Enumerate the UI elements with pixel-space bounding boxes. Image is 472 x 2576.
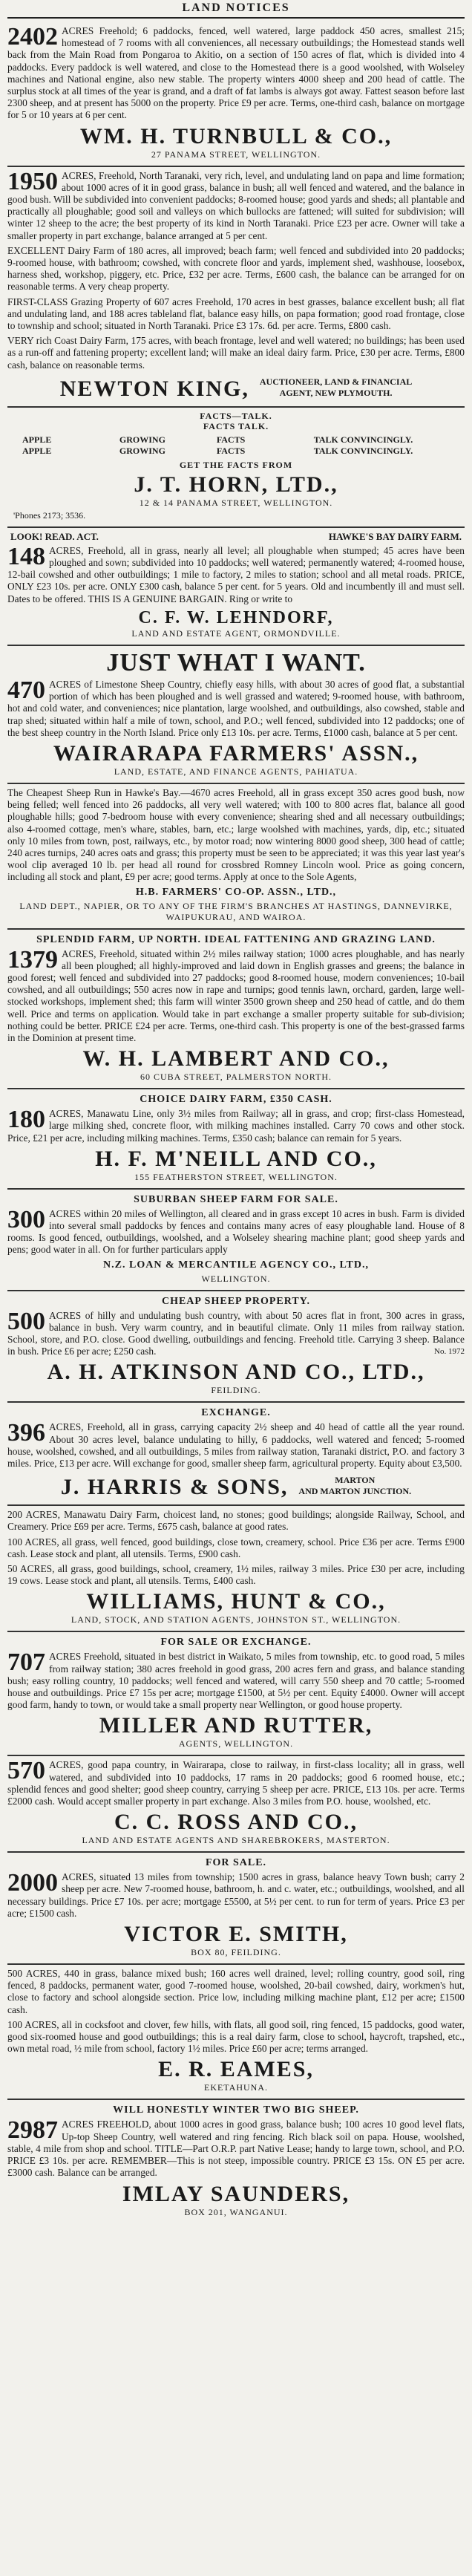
agent-name: J. HARRIS & SONS,	[60, 1475, 289, 1500]
agent-name: IMLAY SAUNDERS,	[122, 2181, 350, 2206]
agent-line	[7, 374, 465, 401]
ad-text	[7, 1108, 465, 1144]
acreage-figure: 2987	[7, 2116, 58, 2145]
acreage-figure: 396	[7, 1419, 45, 1447]
ad-text	[7, 2116, 465, 2179]
ad-text: 500 ACRES, 440 in grass, balance mixed bush; 160 acres well drained, level; rolling country, good soil, ring fenced, 8 paddocks, permanent water, good 7-roomed house, woolshed, 20-bail cowshed, dairy, workmen's hut, close to factory and school alongside section. Price low, including milking machine plant, £12 per acre; £1500 cash.	[7, 1968, 465, 2015]
facts-kicker: GET THE FACTS FROM	[179, 459, 293, 470]
ad-body: ACRES, situated 13 miles from township; 1500 acres in grass, balance heavy Town bush; carry 2 sheep per acre. New 7-roomed house, bathroom, h. and c. water, etc.; outbuildings, woolshed, and all necessary buildings. Price £7 10s. per acre; mortgage £5500, at 5½ per cent. to run for term of years. Price £3 per acre; £1500 cash.	[7, 1871, 465, 1919]
ad-kicker: SPLENDID FARM, UP NORTH. IDEAL FATTENING AND GRAZING LAND.	[36, 933, 436, 945]
acreage-figure: 1379	[7, 945, 58, 974]
ad-text	[7, 1651, 465, 1711]
kicker-left: LOOK! READ. ACT.	[10, 530, 99, 542]
ad-newton-king	[7, 167, 465, 408]
facts-word: GROWING	[119, 434, 165, 445]
ad-body: EXCELLENT Dairy Farm of 180 acres, all improved; beach farm; well fenced and subdivided into 20 paddocks; 9-roomed house, with bathroom; cowshed, with concrete floor and yards, implement shed, washhouse, loosebox, harness shed, workshop, piggery, etc. Price, £32 per acre. Terms, £600 cash, the balance can be arranged for on reasonable terms. A very cheap property.	[7, 244, 465, 293]
ad-mneill	[7, 1089, 465, 1190]
ad-body: ACRES, Freehold, all in grass, nearly all level; all ploughable when stumped; 45 acres have been ploughed and sown; subdivided into 10 paddocks; well watered; permanently watered; 4-roomed house, 12-bail cowshed and other outbuildings; 1 mile to factory, 2 miles to station; school and all metal roads. PRICE, ONLY £23 10s. per acre. ONLY £300 cash, balance 5 per cent. for 5 years. Old and incumbently ill and must sell. Dates to be offered. THIS IS A GENUINE BARGAIN. Ring or write to	[7, 544, 465, 604]
acreage-figure: 707	[7, 1649, 45, 1677]
agent-address: AGENTS, WELLINGTON.	[178, 1738, 294, 1750]
ad-kicker: FOR SALE OR EXCHANGE.	[160, 1637, 312, 1649]
agent-name: MILLER AND RUTTER,	[99, 1713, 373, 1738]
kicker-right: HAWKE'S BAY DAIRY FARM.	[328, 530, 462, 542]
ad-text: 50 ACRES, all grass, good buildings, school, creamery, 1½ miles, railway 3 miles. Price £30 per acre, including 19 cows. Lease stock and plant, all utensils. Terms, £400 cash.	[7, 1563, 465, 1587]
ad-ref: No. 1972	[434, 1347, 465, 1357]
ad-body: ACRES, good papa country, in Wairarapa, close to railway, in first-class locality; all in grass, well watered, and subdivided into 10 paddocks, 17 rams in 20 paddocks; good 6 roomed house, etc.; splendid fences and good shelter; good sheep country, carrying 5 sheep per acre. PRICE, £13 10s. per acre. Terms £2000 cash. Would accept smaller property in part exchange. Also 3 miles from P.O. house, woolshed, etc.	[7, 1759, 465, 1807]
facts-grid	[22, 434, 450, 457]
facts-word: FACTS	[216, 434, 246, 445]
ad-text	[7, 1871, 465, 1920]
agent-address: BOX 80, FEILDING.	[191, 1947, 281, 1958]
acreage-figure: 180	[7, 1106, 45, 1134]
ad-lambert	[7, 930, 465, 1090]
agent-name: H.B. FARMERS' CO-OP. ASSN., LTD.,	[135, 886, 337, 898]
facts-word: APPLE	[22, 434, 52, 445]
agent-name: WILLIAMS, HUNT & CO.,	[86, 1589, 386, 1614]
ad-body: ACRES of hilly and undulating bush country, with about 50 acres flat in front, 300 acres in grass, balance in bush. Very warm country, and in beautiful climate. Only 11 miles from railway station. School, store, and P.O. close. Good dwelling, outbuildings and fencing. Freehold title. Carrying 3 sheep. Balance in bush. Price £6 per acre; £250 cash.	[7, 1309, 465, 1357]
ad-kicker: FOR SALE.	[205, 1857, 267, 1869]
acreage-figure: 470	[7, 676, 45, 704]
ad-body: ACRES, Freehold, all in grass, carrying capacity 2½ sheep and 40 head of cattle all the year round. About 30 acres level, balance undulating to hilly, 6 paddocks, well watered and fenced; 5-roomed house, woolshed, cowshed, and all outbuildings, 5 miles from railway station, Taranaki district, P.O. and factory 3 miles. Price, £13 per acre. Will exchange for good, smaller sheep farm, agricultural property. Equity about £3,500.	[7, 1421, 465, 1469]
facts-head-1: FACTS—TALK.	[200, 410, 272, 421]
ad-body: FIRST-CLASS Grazing Property of 607 acres Freehold, 170 acres in best grasses, balance excellent bush; all flat and undulating land, and 188 acres tableland flat, balance easy hills, on papa formation; good road frontage, close to township and school; situated in North Taranaki. Price £3 17s. 6d. per acre. Terms, £800 cash.	[7, 296, 465, 332]
agent-side-1: MARTON	[335, 1475, 376, 1486]
acreage-figure: 2000	[7, 1869, 58, 1897]
agent-name: A. H. ATKINSON AND CO., LTD.,	[47, 1360, 425, 1385]
ad-text: 200 ACRES, Manawatu Dairy Farm, choicest land, no stones; good buildings; alongside Railway, School, and Creamery. Price £69 per acre. Terms, £675 cash, balance at good rates.	[7, 1509, 465, 1533]
ad-imlay-saunders	[7, 2100, 465, 2223]
ad-wairarapa	[7, 646, 465, 784]
ad-ross	[7, 1756, 465, 1853]
ad-text	[7, 1759, 465, 1807]
ad-kicker: EXCHANGE.	[201, 1407, 271, 1419]
ad-body: The Cheapest Sheep Run in Hawke's Bay.—4670 acres Freehold, all in grass except 350 acres good bush, now being felled; well fenced into 26 paddocks, all very well watered; with 100 to 800 acres flat, balance all good ploughable hills; good 7-bedroom house with every convenience; shearing shed and all necessary outbuildings; also 4-roomed cottage, men's whare, stables, barn, etc.; large woolshed with machines, yards, dip, etc.; situated only 10 miles from town, post, railways, etc., by motor road; now wintering 8000 good sheep, 300 head of cattle; 240 acres turnips, 240 acres oats and grass; this property must be seen to be appreciated; it was this year last year's wool clip averaged 10 lb. per head all round for crossbred Romney Lincoln wool. Price as going concern, including all stock and plant, £9 per acre; good terms. Apply at once to the Sole Agents,	[7, 786, 465, 883]
agent-address: LAND DEPT., NAPIER, OR TO ANY OF THE FIRM'S BRANCHES AT HASTINGS, DANNEVIRKE, WAIPUKURAU, AND WAIROA.	[19, 900, 453, 922]
agent-name: C. C. ROSS AND CO.,	[114, 1810, 358, 1835]
ad-horn	[7, 408, 465, 528]
agent-address: LAND, STOCK, AND STATION AGENTS, JOHNSTON ST., WELLINGTON.	[71, 1614, 401, 1626]
ad-kicker-row	[10, 531, 462, 543]
ad-text	[7, 245, 465, 293]
acreage-figure: 2402	[7, 23, 58, 50]
agent-address: WELLINGTON.	[201, 1273, 271, 1284]
ad-text	[7, 1205, 465, 1256]
ad-turnbull	[7, 22, 465, 167]
agent-name: W. H. LAMBERT AND CO.,	[82, 1046, 390, 1072]
ad-body: ACRES, Manawatu Line, only 3½ miles from Railway; all in grass, and crop; first-class Homestead, large milking shed, concrete floor, with milking machines installed. Carry 70 cows and other stock. Price, £21 per acre, including milking machines. Terms, £350 cash; balance can remain for 5 years.	[7, 1108, 465, 1144]
agent-address: LAND AND ESTATE AGENT, ORMONDVILLE.	[131, 627, 341, 639]
agent-name: VICTOR E. SMITH,	[124, 1922, 348, 1947]
acreage-figure: 570	[7, 1757, 45, 1785]
ad-kicker: SUBURBAN SHEEP FARM FOR SALE.	[134, 1193, 338, 1205]
section-header: LAND NOTICES	[7, 1, 465, 19]
ad-body: ACRES, Freehold, situated within 2½ miles railway station; 1000 acres ploughable, and has nearly all been ploughed; all highly-improved and laid down in English grasses and greens; the balance in good forest; well fenced and subdivided into 27 paddocks; good 8-roomed house, modern conveniences; 10-bail cowshed, and all outbuildings; 550 acres now in rape and turnips; good tennis lawn, orchard, garden, large well-stocked workshops, implement shed; this farm will winter 3500 grown sheep and 250 head of cattle, and do them well. Price and terms on application. Would take in part exchange a smaller property suitable for sub-division; nothing could be better. PRICE £24 per acre. Terms, one-third cash. This property is one of the best-grassed farms in the Dominion at present time.	[7, 948, 465, 1043]
agent-name: J. T. HORN, LTD.,	[134, 472, 338, 497]
agent-address: BOX 201, WANGANUI.	[184, 2206, 288, 2217]
ad-text: 100 ACRES, all grass, well fenced, good buildings, close town, creamery, school. Price £36 per acre. Terms £900 cash. Lease stock and plant, all utensils. Terms, £900 cash.	[7, 1536, 465, 1559]
agent-address: FEILDING.	[211, 1385, 261, 1396]
agent-side-1: AUCTIONEER, LAND & FINANCIAL	[259, 376, 413, 387]
ad-kicker: WILL HONESTLY WINTER TWO BIG SHEEP.	[113, 2104, 359, 2116]
agent-name: NEWTON KING,	[59, 376, 249, 401]
agent-name: N.Z. LOAN & MERCANTILE AGENCY CO., LTD.,	[103, 1259, 369, 1271]
agent-address: 27 PANAMA STREET, WELLINGTON.	[151, 149, 321, 160]
ad-smith	[7, 1853, 465, 1965]
ad-body: ACRES Freehold, situated in best district in Waikato, 5 miles from township, etc. to good road, 5 miles from railway station; 380 acres freehold in good grass, 200 acres fern and grass, and balance standing bush; easy rolling country, 10 paddocks; well fenced and watered, will carry 550 sheep and 70 cattle; 5-roomed house and outbuildings. Price £7 15s per acre; mortgage £1500, at 5½ per cent. Equity £4000. Owner will accept good farm, handy to town, or would take a small property near Wellington, or good house property.	[7, 1651, 465, 1711]
facts-word: FACTS	[216, 445, 246, 456]
ad-hb-farmers	[7, 784, 465, 930]
acreage-figure: 1950	[7, 167, 58, 195]
ad-text	[7, 1307, 465, 1358]
agent-name: H. F. M'NEILL AND CO.,	[95, 1146, 377, 1171]
agent-side-2: AGENT, NEW PLYMOUTH.	[279, 387, 393, 398]
agent-name: E. R. EAMES,	[158, 2057, 314, 2082]
acreage-figure: 300	[7, 1205, 45, 1233]
agent-address: 12 & 14 PANAMA STREET, WELLINGTON.	[139, 497, 333, 508]
agent-name: WM. H. TURNBULL & CO.,	[79, 123, 393, 149]
ad-text	[7, 1421, 465, 1470]
ad-text	[7, 167, 465, 242]
agent-address: 60 CUBA STREET, PALMERSTON NORTH.	[140, 1072, 332, 1083]
agent-address: LAND, ESTATE, AND FINANCE AGENTS, PAHIATUA.	[114, 766, 358, 777]
ad-atkinson	[7, 1291, 465, 1403]
ad-eames	[7, 1965, 465, 2100]
facts-word: GROWING	[119, 445, 165, 456]
agent-name: WAIRARAPA FARMERS' ASSN.,	[53, 740, 419, 766]
ad-body: ACRES within 20 miles of Wellington, all cleared and in grass except 10 acres in bush. Farm is divided into several small paddocks by fences and contains many acres of easy ploughable land. House of 8 rooms. Is good fenced, outbuildings, woolshed, and a Wolseley shearing machine plant; good sheep yards and pens; good water in all. On for further particulars apply	[7, 1207, 465, 1256]
agent-name: C. F. W. LEHNDORF,	[138, 607, 334, 627]
agent-address: LAND AND ESTATE AGENTS AND SHAREBROKERS, MASTERTON.	[82, 1835, 390, 1846]
ad-text	[7, 542, 465, 605]
ad-headline: JUST WHAT I WANT.	[106, 648, 366, 676]
ad-miller-rutter	[7, 1632, 465, 1756]
ad-body: ACRES of Limestone Sheep Country, chiefly easy hills, with about 30 acres of good flat, a substantial portion of which has been ploughed and is well grassed and watered; 9-roomed house, with bathroom, hot and cold water, and conveniences; nice plantation, large woolshed, and outbuildings, also cowshed, stable and trap shed; situated within half a mile of town, school, and P.O.; well fenced, subdivided into 12 paddocks; one of the best sheep country in the North Island. Price only £13 10s. per acre. Terms, £1000 cash, balance at 5 per cent.	[7, 678, 465, 738]
ad-text	[7, 335, 465, 371]
facts-word: TALK CONVINCINGLY.	[313, 445, 413, 456]
ad-kicker: CHEAP SHEEP PROPERTY.	[161, 1295, 311, 1307]
ad-body: VERY rich Coast Dairy Farm, 175 acres, with beach frontage, level and well watered; no buildings; has been used as a run-off and fattening property; excellent land; will make an ideal dairy farm. Price, £30 per acre. Terms, £800 cash, balance on reasonable terms.	[7, 335, 465, 371]
ad-text	[7, 945, 465, 1045]
ad-kicker: CHOICE DAIRY FARM, £350 CASH.	[140, 1094, 332, 1106]
ad-body: ACRES Freehold; 6 paddocks, fenced, well watered, large paddock 450 acres, smallest 215; homestead of 7 rooms with all conveniences, all necessary outbuildings; the Homestead stands well back from the Main Road from Pongaroa to Akitio, on a section of 150 acres of flat, which is divided into 4 paddocks. Every paddock is well watered, and close to the Homestead there is a good woolshed, with Wolseley machines and National engine, also new stable. The property winters 4000 sheep and 200 head of cattle. The surplus stock at all times of the year is grand, and a draft of fat lambs is always got away. Fattest season before last 2300 sheep, and at present has 5000 on the property. Price £9 per acre. Terms, one-third cash, balance on mortgage for 5 or 10 years at 6 per cent.	[7, 25, 465, 121]
ad-lehndorf	[7, 528, 465, 646]
ad-text	[7, 296, 465, 333]
acreage-figure: 148	[7, 542, 45, 570]
ad-text	[7, 787, 465, 884]
facts-word: TALK CONVINCINGLY.	[313, 434, 413, 445]
ad-text: 100 ACRES, all in cocksfoot and clover, few hills, with flats, all good soil, ring fenced, 15 paddocks, good water, good six-roomed house and good outbuildings; this is a real dairy farm, close to school, haycroft, trapshed, etc., own metal road, ½ mile from school, factory 1½ miles. Price £60 per acre; terms arranged.	[7, 2018, 465, 2055]
agent-side	[260, 376, 412, 399]
agent-address: 155 FEATHERSTON STREET, WELLINGTON.	[134, 1171, 338, 1182]
ad-text	[7, 25, 465, 122]
ad-body: ACRES, Freehold, North Taranaki, very rich, level, and undulating land on papa and lime formation; about 1000 acres of it in good grass, balance in bush; all well fenced and watered, and the balance in good bush. Will be subdivided into convenient paddocks; 8-roomed house; good yards and sheds; all plantable and practically all ploughable; good soil and valleys on which bullocks are fattened; will suited for subdivision; will winter 12 sheep to the acre; the best property of its kind in North Taranaki. Price £23 per acre. Owner will take a smaller property in part exchange, balance arranged at 5 per cent.	[7, 169, 465, 241]
ad-text	[7, 676, 465, 739]
ad-body: ACRES FREEHOLD, about 1000 acres in good grass, balance bush; 100 acres 10 good level flats, Up-top Sheep Country, well watered and ring fencing. Rich black soil on papa. House, woolshed, stable, 4 mile from shop and school. TITLE—Part O.R.P. part Native Lease; handy to large town, school, and P.O. PRICE £3 10s. per acre. REMEMBER—This is not steep, impossible country. PRICE £3 15s. ON £5 per acre. £3000 cash. Balance can be arranged.	[7, 2119, 465, 2179]
agent-line	[7, 1473, 465, 1499]
ad-williams-hunt	[7, 1506, 465, 1632]
ad-nz-loan	[7, 1190, 465, 1291]
ad-harris	[7, 1403, 465, 1506]
facts-word: APPLE	[22, 445, 52, 456]
phone-numbers: 'Phones 2173; 3536.	[13, 509, 86, 521]
facts-head-2: FACTS TALK.	[203, 420, 269, 431]
agent-side	[298, 1475, 411, 1497]
agent-address: EKETAHUNA.	[203, 2082, 269, 2093]
agent-side-2: AND MARTON JUNCTION.	[298, 1486, 412, 1497]
acreage-figure: 500	[7, 1307, 45, 1335]
